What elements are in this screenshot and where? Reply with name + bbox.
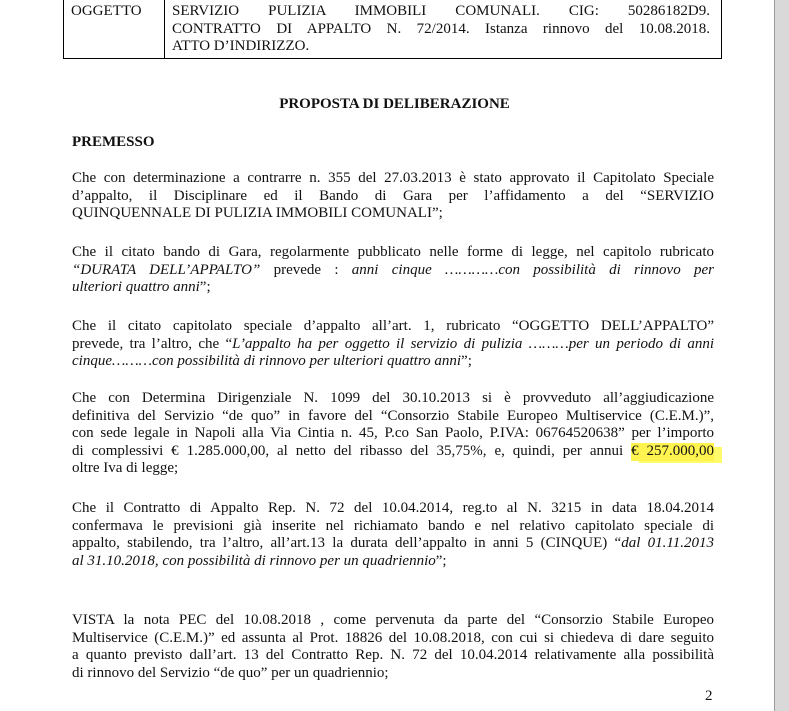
text-line: cinque………con possibilità di rinnovo per ulteriori quattro anni”;: [72, 353, 472, 369]
subject-line: ATTO D’INDIRIZZO.: [172, 38, 310, 54]
text-line: Multiservice (C.E.M.)” ed assunta al Prot. 18826 del 10.08.2018, con cui si chiedeva di dare seguito: [72, 629, 714, 646]
subject-line: SERVIZIO PULIZIA IMMOBILI COMUNALI. CIG: 50286182D9.: [172, 3, 710, 19]
text-line: oltre Iva di legge;: [72, 460, 179, 476]
text-line: di complessivi € 1.285.000,00, al netto del ribasso del 35,75%, e, quindi, per annui € 257.000,00: [72, 442, 714, 459]
paragraph-vista-nota: [72, 612, 714, 682]
subject-line: CONTRATTO DI APPALTO N. 72/2014. Istanza rinnovo del 10.08.2018.: [172, 20, 710, 37]
text-line: Che con determinazione a contrarre n. 355 del 27.03.2013 è stato approvato il Capitolato Speciale: [72, 170, 714, 186]
paragraph-contratto: [72, 500, 714, 570]
highlighted-amount: € 257.000,00: [631, 442, 714, 459]
text-line: confermava le previsioni già inserite nel richiamato bando e nel relativo capitolato speciale di: [72, 517, 714, 534]
subject-label: OGGETTO: [71, 3, 142, 19]
section-heading: PREMESSO: [72, 134, 155, 150]
subject-table: [63, 0, 722, 59]
text-line: “DURATA DELL’APPALTO” prevede : anni cinque …………con possibilità di rinnovo per: [72, 261, 714, 278]
text-line: QUINQUENNALE DI PULIZIA IMMOBILI COMUNALI”;: [72, 205, 443, 221]
text-line: con sede legale in Napoli alla Via Cintia n. 45, P.co San Paolo, P.IVA: 06764520638” per l’importo: [72, 425, 714, 441]
paragraph-determinazione: [72, 170, 714, 223]
text-line: prevede, tra l’altro, che “L’appalto ha per oggetto il servizio di pulizia ………per un periodo di anni: [72, 335, 714, 352]
text-line: a quanto previsto dall’art. 13 del Contratto Rep. N. 72 del 10.04.2014 relativamente alla possibilità: [72, 647, 714, 663]
text-line: definitiva del Servizio “de quo” in favore del “Consorzio Stabile Europeo Multiservice (C.E.M.)”,: [72, 407, 714, 424]
document-title: PROPOSTA DI DELIBERAZIONE: [279, 96, 510, 112]
text-line: Che il Contratto di Appalto Rep. N. 72 del 10.04.2014, reg.to al N. 3215 in data 18.04.2014: [72, 500, 714, 516]
text-line: appalto, stabilendo, tra l’altro, all’art.13 la durata dell’appalto in anni 5 (CINQUE) “dal 01.11.2013: [72, 535, 714, 551]
text-line: d’appalto, il Disciplinare ed il Bando di Gara per l’affidamento a del “SERVIZIO: [72, 187, 714, 204]
paragraph-capitolato: [72, 318, 714, 371]
paragraph-determina-dirigenziale: [72, 390, 714, 478]
text-line: al 31.10.2018, con possibilità di rinnovo per un quadriennio”;: [72, 552, 447, 569]
page-number: 2: [705, 688, 713, 704]
text-line: VISTA la nota PEC del 10.08.2018 , come pervenuta da parte del “Consorzio Stabile Europeo: [72, 612, 714, 628]
text-line: ulteriori quattro anni”;: [72, 279, 211, 295]
text-line: di rinnovo del Servizio “de quo” per un quadriennio;: [72, 664, 389, 681]
text-line: Che il citato capitolato speciale d’appalto all’art. 1, rubricato “OGGETTO DELL’APPALTO”: [72, 318, 714, 334]
table-divider: [164, 0, 165, 58]
text-line: Che il citato bando di Gara, regolarmente pubblicato nelle forme di legge, nel capitolo rubricato: [72, 244, 714, 260]
paragraph-bando: [72, 244, 714, 297]
text-line: Che con Determina Dirigenziale N. 1099 del 30.10.2013 si è provveduto all’aggiudicazione: [72, 390, 714, 406]
subject-text: [172, 3, 710, 56]
